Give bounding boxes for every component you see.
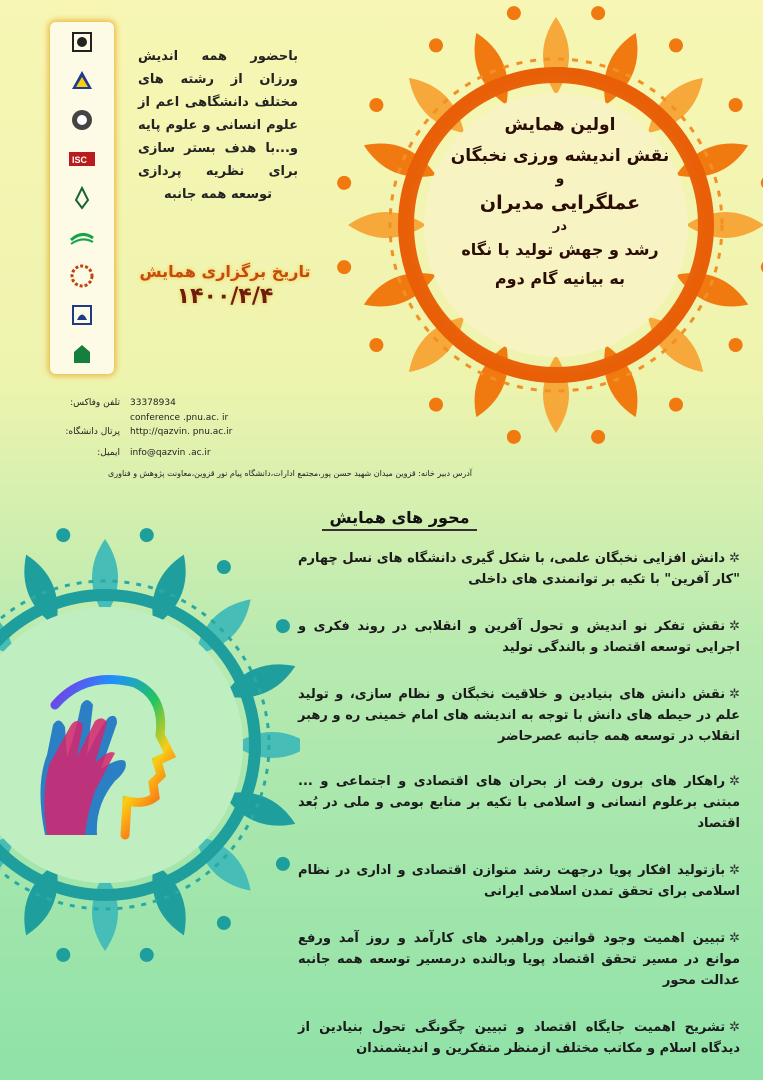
mandala-petal (233, 732, 300, 758)
site-row (12, 413, 472, 427)
mandala-bead (367, 335, 386, 354)
phone-value: 33378934 (130, 398, 176, 408)
mandala-bead (336, 175, 352, 191)
mandala-petal (92, 539, 118, 617)
title-line-5: در (552, 219, 568, 234)
portal-link[interactable]: http://qazvin. pnu.ac.ir (130, 427, 233, 437)
portal-label: پرتال دانشگاه: (65, 427, 120, 437)
axes-list (298, 548, 740, 1059)
mandala-bead (336, 259, 352, 275)
mandala-bead (367, 95, 386, 114)
mosque-logo-icon (69, 302, 95, 328)
axis-item: ✲تبیین اهمیت وجود قوانین وراهبرد های کارآمد و روز آمد ورفع موانع در مسیر تحقق اقتصاد پویا وبالنده درمسیر توسعه همه جانبه عدالت محور (298, 931, 740, 988)
mandala-petal (348, 212, 426, 238)
star-icon: ✲ (729, 931, 740, 946)
mandala-petal (543, 17, 569, 95)
axis-item: ✲دانش افزایی نخبگان علمی، با شکل گیری دانشگاه های نسل چهارم "کار آفرین" با تکیه بر توانمندی های داخلی (298, 551, 740, 587)
axis-item: ✲بازتولید افکار پویا درجهت رشد متوازن اقتصادی و اداری در نظام اسلامی برای تحقق تمدن اسلامی ایرانی (298, 863, 740, 899)
mandala-bead (726, 335, 745, 354)
star-icon: ✲ (729, 551, 740, 566)
mandala-bead (760, 175, 763, 191)
intro-paragraph: باحضور همه اندیش ورزان از رشته های مختلف دانشگاهی اعم از علوم انسانی و علوم پایه و...با هدف بستر سازی برای نظریه پردازی توسعه همه جانبه (138, 49, 298, 202)
email-label: ایمیل: (97, 448, 120, 458)
email-link[interactable]: info@qazvin .ac.ir (130, 448, 211, 458)
address-row (12, 469, 472, 490)
mandala-bead (273, 616, 292, 635)
mandala-bead (506, 429, 522, 445)
phone-label: تلفن وفاکس: (70, 398, 120, 408)
title-line-6: رشد و جهش تولید با نگاه (461, 240, 659, 259)
building-logo-icon (69, 341, 95, 367)
title-line-4: عملگرایی مدیران (479, 192, 641, 214)
mandala-bead (590, 429, 606, 445)
mandala-bead (139, 527, 155, 543)
mandala-bead (590, 5, 606, 21)
mandala-bead (666, 395, 685, 414)
mandala-petal (543, 355, 569, 433)
tree-logo-icon (69, 107, 95, 133)
emblem-logo-icon (69, 263, 95, 289)
site-link[interactable]: conference .pnu.ac. ir (130, 413, 229, 423)
mandala-bead (214, 557, 233, 576)
title-line-1: اولین همایش (504, 115, 616, 135)
head-hand-illustration (25, 665, 185, 845)
star-icon: ✲ (729, 1020, 740, 1035)
mandala-petal (92, 873, 118, 951)
date-value: ۱۴۰۰/۴/۴ (176, 284, 274, 309)
date-label: تاریخ برگزاری همایش (139, 262, 311, 281)
mandala-bead (426, 36, 445, 55)
portal-row (12, 427, 472, 448)
university-logo-icon (69, 68, 95, 94)
torch-logo-icon (69, 185, 95, 211)
mandala-bead (666, 36, 685, 55)
shield-logo-icon (69, 29, 95, 55)
contact-info (12, 398, 472, 490)
mandala-bead (55, 947, 71, 963)
star-icon: ✲ (729, 619, 740, 634)
mandala-bead (273, 854, 292, 873)
address-value: قزوین میدان شهید حسن پور،مجتمع ادارات،دانشگاه پیام نور قزوین،معاونت پژوهش و فناوری (107, 469, 416, 478)
axes-heading: محور های همایش (322, 508, 477, 531)
address-label: آدرس دبیر خانه: (418, 469, 472, 478)
mandala-bead (726, 95, 745, 114)
star-icon: ✲ (729, 863, 740, 878)
svg-text:ISC: ISC (72, 154, 88, 165)
email-row (12, 448, 472, 469)
conference-title (450, 108, 670, 294)
mandala-bead (55, 527, 71, 543)
mandala-bead (214, 913, 233, 932)
axis-item: ✲نقش دانش های بنیادین و خلاقیت نخبگان و نظام سازی، و تولید علم در حیطه های دانش با توجه به اندیشه های امام خمینی ره و رهبر انقلاب در توسعه همه جانبه عصرحاضر (298, 687, 740, 744)
star-icon: ✲ (729, 687, 740, 702)
leaf-logo-icon (69, 224, 95, 250)
mandala-bead (760, 259, 763, 275)
mandala-bead (506, 5, 522, 21)
mandala-bead (139, 947, 155, 963)
title-line-7: به بیانیه گام دوم (494, 269, 626, 288)
mandala-petal (686, 212, 763, 238)
logo-column (50, 22, 114, 374)
star-icon: ✲ (729, 774, 740, 789)
title-line-2: نقش اندیشه ورزی نخبگان (450, 146, 670, 166)
isc-logo-icon (69, 146, 95, 172)
title-line-3: و (555, 171, 565, 187)
axis-item: ✲تشریح اهمیت جایگاه اقتصاد و تبیین چگونگی تحول بنیادین از دیدگاه اسلام و مکاتب مختلف ازمنظر متفکرین و اندیشمندان (298, 1020, 740, 1056)
axis-item: ✲راهکار های برون رفت از بحران های اقتصادی و اجتماعی و ... مبتنی برعلوم انسانی و اسلامی با تکیه بر منابع بومی و ملی در بُعد اقتصاد (298, 774, 740, 831)
axis-item: ✲نقش تفکر نو اندیش و تحول آفرین و انقلابی در روند فکری و اجرایی توسعه اقتصاد و بالندگی تولید (298, 619, 740, 655)
